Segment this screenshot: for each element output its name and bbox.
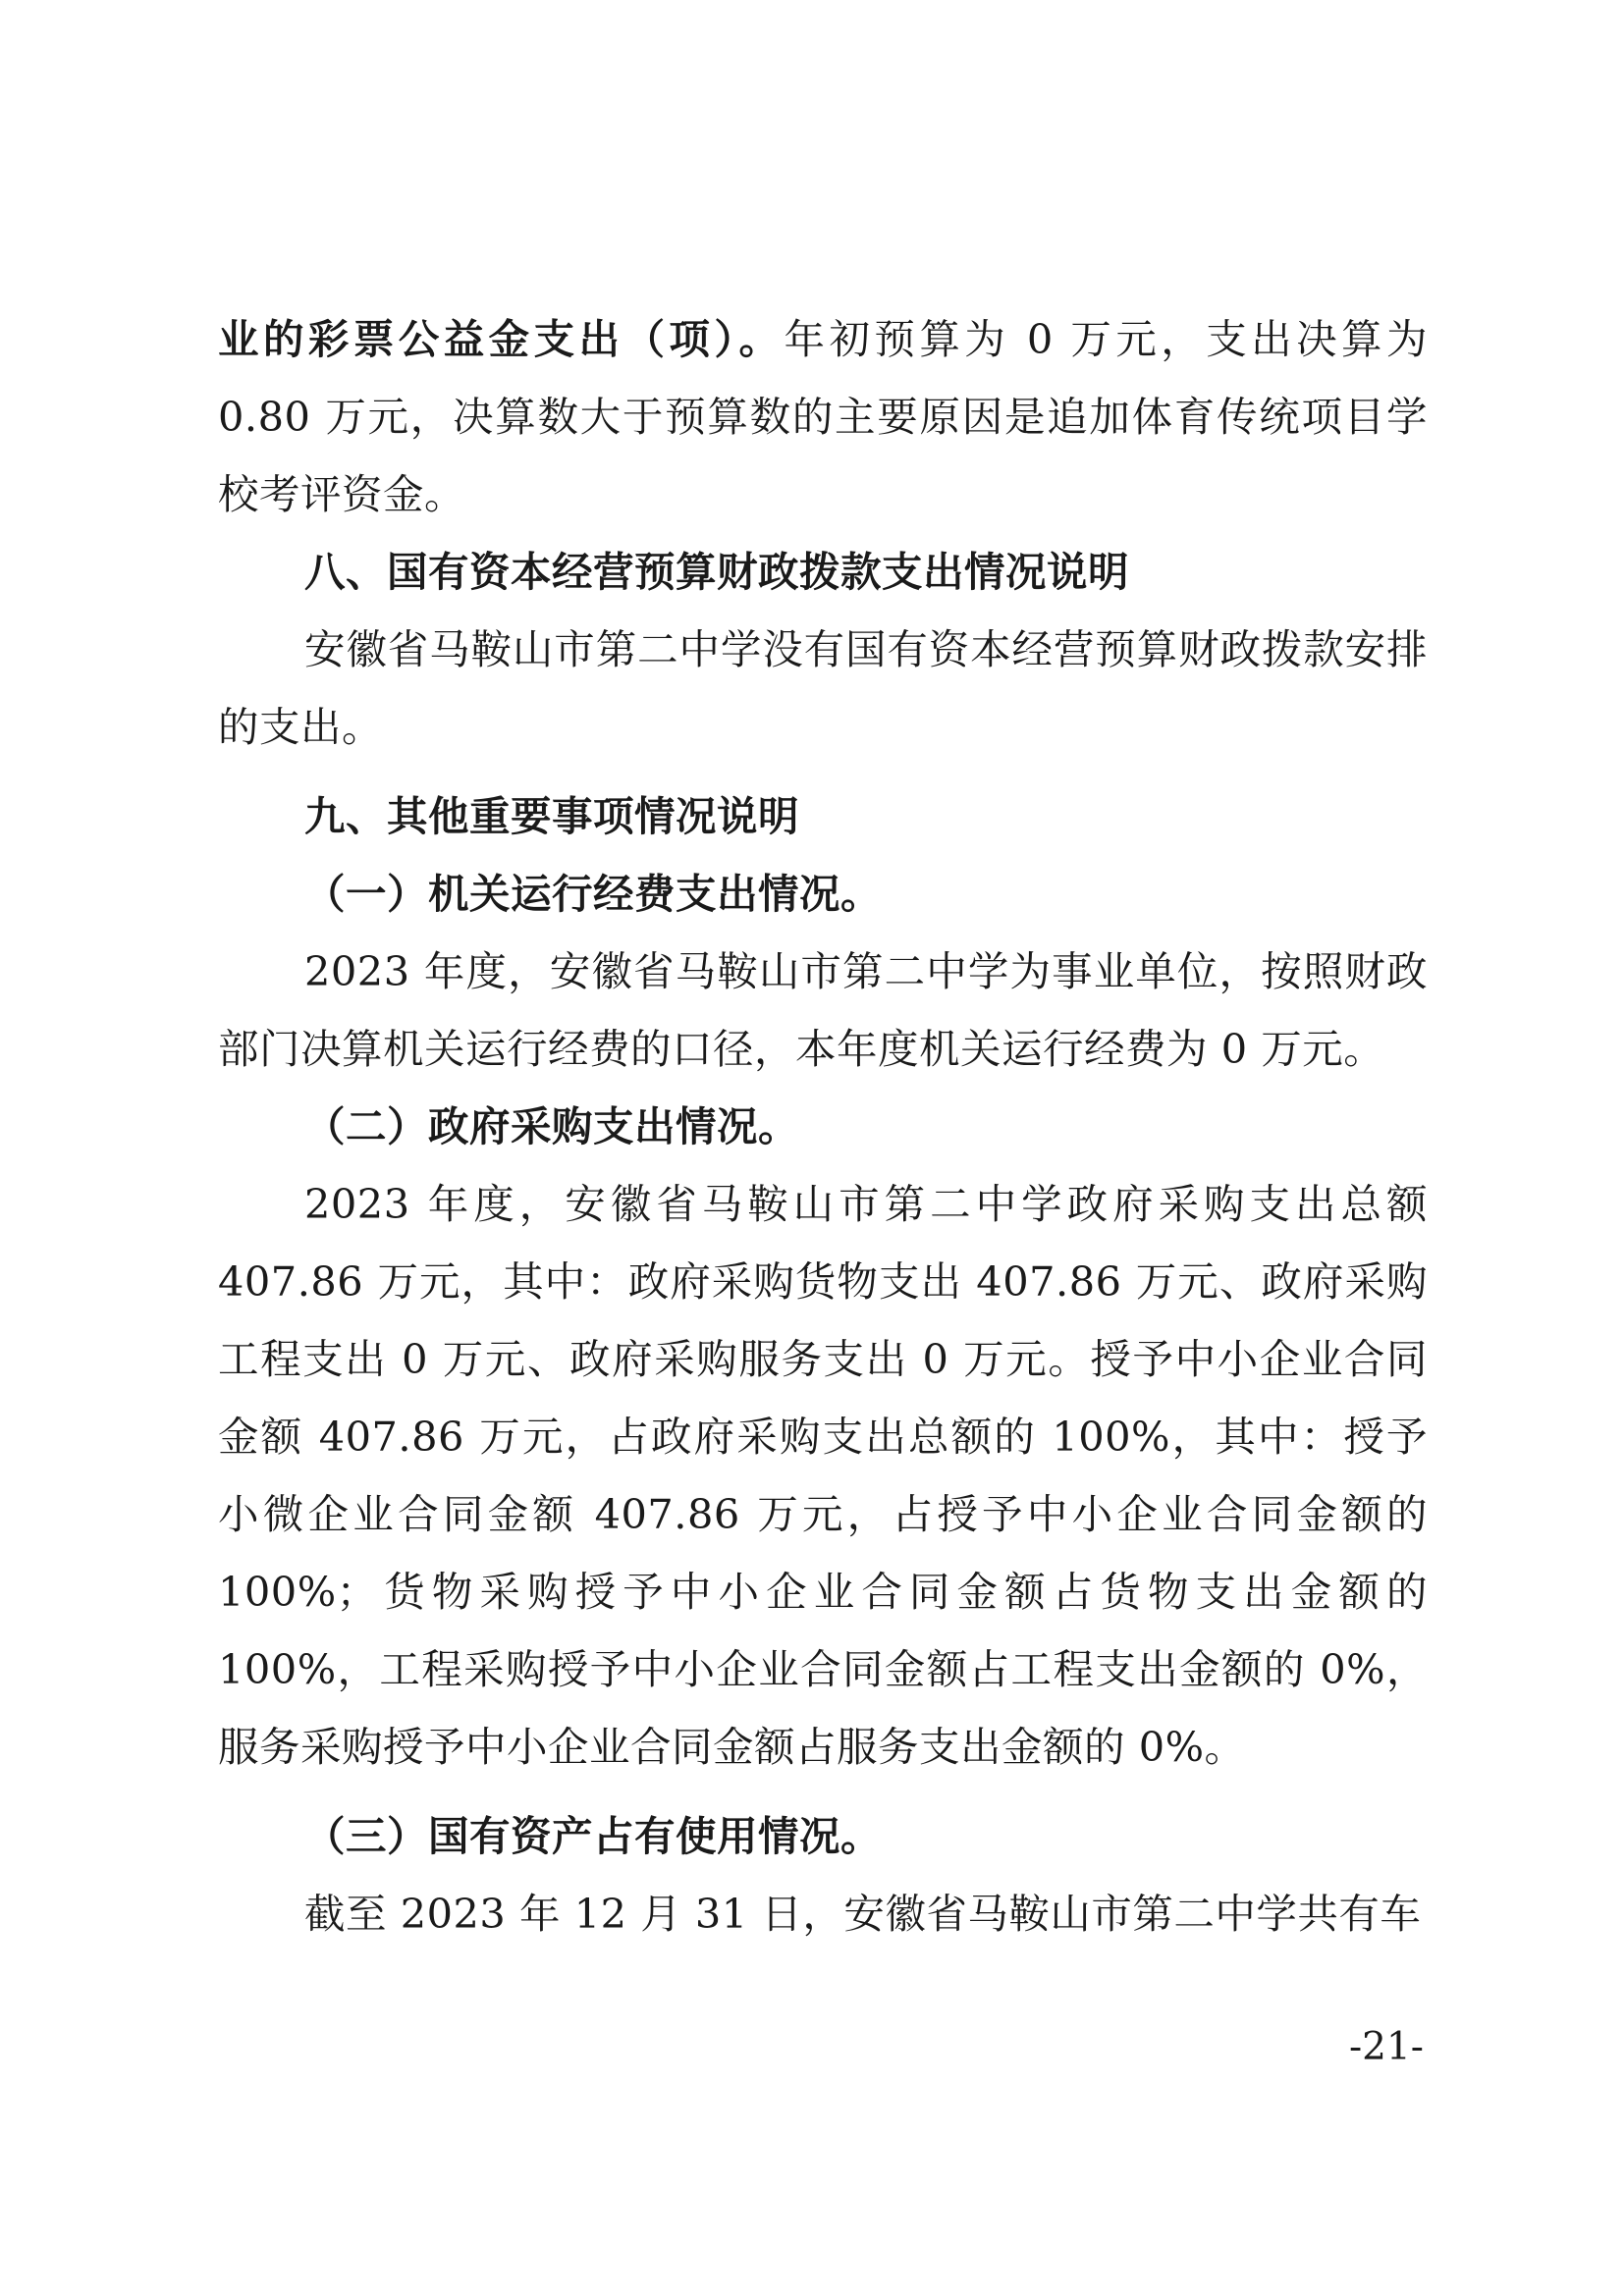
section-heading-8: 八、国有资本经营预算财政拨款支出情况说明 xyxy=(304,548,1130,596)
page-number: -21- xyxy=(1349,2025,1424,2069)
document-page xyxy=(218,300,1428,1952)
bold-lead-text: 业的彩票公益金支出（项）。 xyxy=(218,315,785,363)
paragraph-lottery-fund xyxy=(218,300,1428,533)
subsection-1-body: 2023 年度，安徽省马鞍山市第二中学为事业单位，按照财政部门决算机关运行经费的口径，本年度机关运行经费为 0 万元。 xyxy=(218,947,1428,1073)
subsection-heading-3: （三）国有资产占有使用情况。 xyxy=(304,1812,883,1860)
subsection-heading-2: （二）政府采购支出情况。 xyxy=(304,1102,800,1150)
subsection-2-body: 2023 年度，安徽省马鞍山市第二中学政府采购支出总额 407.86 万元，其中：政府采购货物支出 407.86 万元、政府采购工程支出 0 万元、政府采购服务支出 0 万元。授予中小企业合同金额 407.86 万元，占政府采购支出总额的 100%，其中：授予小微企业合同金额 407.86 万元，占授予中小企业合同金额的 100%；货物采购授予中小企业合同金额占货物支出金额的 100%，工程采购授予中小企业合同金额占工程支出金额的 0%，服务采购授予中小企业合同金额占服务支出金额的 0%。 xyxy=(218,1180,1428,1771)
section-8-body: 安徽省马鞍山市第二中学没有国有资本经营预算财政拨款安排的支出。 xyxy=(218,625,1428,751)
section-heading-9: 九、其他重要事项情况说明 xyxy=(304,792,800,840)
subsection-3-body: 截至 2023 年 12 月 31 日，安徽省马鞍山市第二中学共有车 xyxy=(304,1890,1422,1938)
subsection-heading-1: （一）机关运行经费支出情况。 xyxy=(304,870,883,918)
paragraph-text: 年初预算为 0 万元，支出决算为 0.80 万元，决算数大于预算数的主要原因是追加体育传统项目学校考评资金。 xyxy=(218,315,1428,518)
